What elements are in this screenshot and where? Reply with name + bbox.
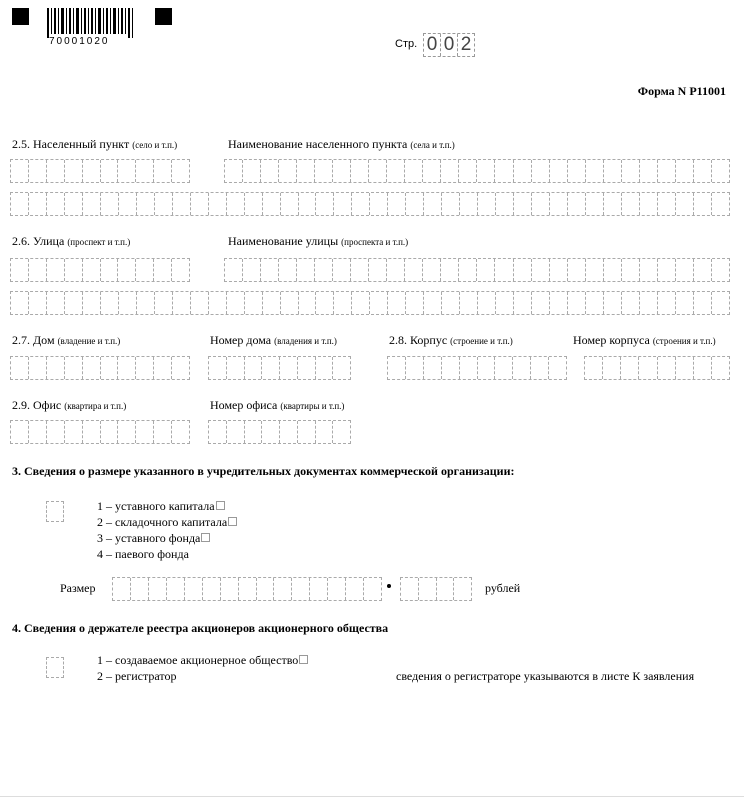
currency-label: рублей — [485, 581, 521, 595]
checkbox-square-icon — [216, 501, 225, 510]
barcode — [47, 8, 133, 38]
page-digit: 2 — [460, 34, 472, 55]
office-number-label: Номер офиса (квартиры и т.п.) — [210, 398, 345, 412]
building-type-label: 2.8. Корпус (строение и т.п.) — [389, 333, 513, 347]
page-digit: 0 — [424, 34, 441, 56]
registry-option-2: 2 – регистратор — [97, 669, 177, 683]
building-type-input[interactable] — [387, 356, 567, 380]
section-3-title: 3. Сведения о размере указанного в учредительных документах коммерческой организации: — [12, 464, 515, 478]
page-bottom-edge — [0, 796, 744, 797]
page-digit: 0 — [441, 34, 458, 56]
office-type-input[interactable] — [10, 420, 190, 444]
capital-option-2: 2 – складочного капитала — [97, 515, 237, 530]
street-name-input-continued[interactable] — [10, 291, 730, 315]
registration-marker-left — [12, 8, 29, 25]
street-name-input[interactable] — [224, 258, 730, 282]
section-4-title: 4. Сведения о держателе реестра акционеров акционерного общества — [12, 621, 389, 635]
house-type-input[interactable] — [10, 356, 190, 380]
settlement-name-input-continued[interactable] — [10, 192, 730, 216]
settlement-type-input[interactable] — [10, 159, 190, 183]
barcode-number: 70001020 — [49, 36, 110, 47]
settlement-name-input[interactable] — [224, 159, 730, 183]
capital-option-1: 1 – уставного капитала — [97, 499, 225, 514]
form-name: Форма N Р11001 — [637, 84, 726, 98]
registrar-note: сведения о регистраторе указываются в листе К заявления — [396, 669, 695, 683]
registry-holder-checkbox[interactable] — [46, 657, 64, 678]
house-number-label: Номер дома (владения и т.п.) — [210, 333, 337, 347]
capital-type-checkbox[interactable] — [46, 501, 64, 522]
decimal-point — [387, 584, 391, 588]
checkbox-square-icon — [299, 655, 308, 664]
size-integer-input[interactable] — [112, 577, 382, 601]
page-label: Стр. — [395, 38, 418, 50]
office-number-input[interactable] — [208, 420, 351, 444]
page-number-field[interactable] — [423, 33, 475, 57]
house-number-input[interactable] — [208, 356, 351, 380]
size-label: Размер — [60, 581, 96, 595]
street-type-input[interactable] — [10, 258, 190, 282]
office-type-label: 2.9. Офис (квартира и т.п.) — [12, 398, 127, 412]
capital-option-3: 3 – уставного фонда — [97, 531, 210, 546]
street-name-label: Наименование улицы (проспекта и т.п.) — [228, 234, 409, 248]
size-fraction-input[interactable] — [400, 577, 472, 601]
house-type-label: 2.7. Дом (владение и т.п.) — [12, 333, 121, 347]
checkbox-square-icon — [201, 533, 210, 542]
building-number-label: Номер корпуса (строения и т.п.) — [573, 333, 716, 347]
street-type-label: 2.6. Улица (проспект и т.п.) — [12, 234, 131, 248]
registration-marker-right — [155, 8, 172, 25]
settlement-type-label: 2.5. Населенный пункт (село и т.п.) — [12, 137, 178, 151]
building-number-input[interactable] — [584, 356, 730, 380]
checkbox-square-icon — [228, 517, 237, 526]
capital-option-4: 4 – паевого фонда — [97, 547, 189, 561]
registry-option-1: 1 – создаваемое акционерное общество — [97, 653, 308, 668]
settlement-name-label: Наименование населенного пункта (села и т.п.) — [228, 137, 455, 151]
